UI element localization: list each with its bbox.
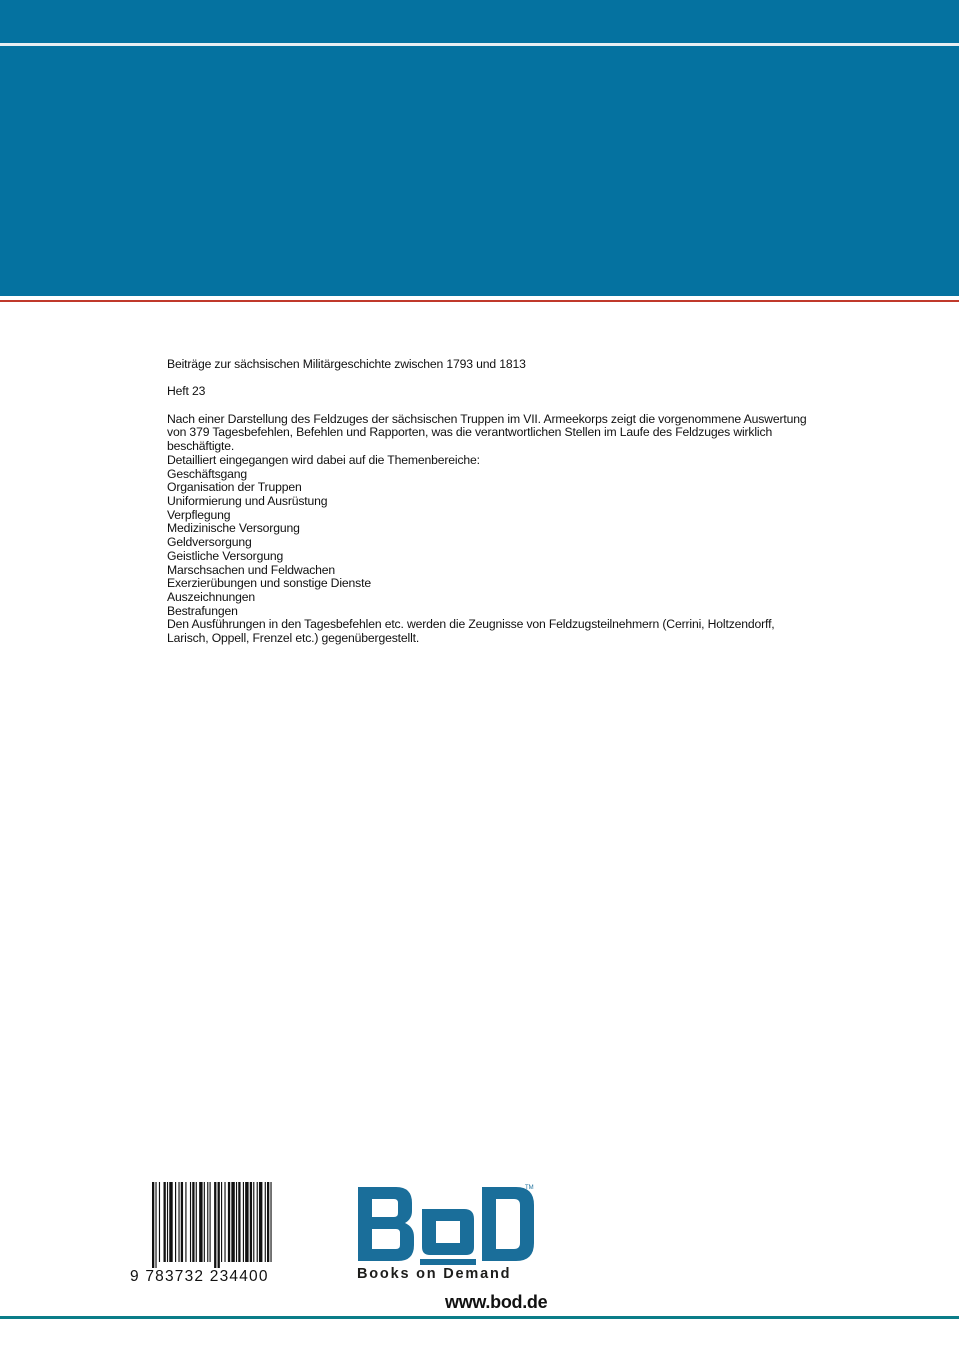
barcode-bar (199, 1182, 202, 1262)
band-highlight-line (0, 43, 959, 46)
barcode-bar (267, 1182, 269, 1262)
barcode-bar (221, 1182, 222, 1262)
topic-item: Medizinische Versorgung (167, 521, 300, 536)
topic-item: Exerzierübungen und sonstige Dienste (167, 576, 371, 591)
barcode-bar (236, 1182, 237, 1262)
barcode-bars (130, 1180, 325, 1268)
barcode-bar (178, 1182, 179, 1262)
barcode-bar (167, 1182, 168, 1262)
barcode-bar (231, 1182, 234, 1262)
bottom-rule (0, 1316, 959, 1319)
barcode-bar (155, 1182, 156, 1268)
barcode-bar (218, 1182, 220, 1268)
topic-list (167, 468, 807, 619)
barcode-digits: 9 783732 234400 (130, 1268, 269, 1285)
barcode-bar (270, 1182, 271, 1262)
barcode-bar (192, 1182, 194, 1262)
barcode-bar (228, 1182, 230, 1262)
barcode-bar (238, 1182, 240, 1262)
topic-item: Geistliche Versorgung (167, 548, 284, 563)
barcode-bar (204, 1182, 205, 1262)
barcode-bar (257, 1182, 258, 1262)
barcode-bar (207, 1182, 208, 1262)
barcode-bar (245, 1182, 248, 1262)
publisher-tagline: Books on Demand (357, 1266, 512, 1282)
topic-item: Bestrafungen (167, 603, 238, 618)
barcode-bar (175, 1182, 176, 1262)
blurb-closing: Den Ausführungen in den Tagesbefehlen etc. werden die Zeugnisse von Feldzugsteilnehmern (Cerrini, Holtzendorff, Larisch, Oppell, Frenzel etc.) gegenübergestellt. (167, 617, 775, 646)
blurb-intro: Nach einer Darstellung des Feldzuges der sächsischen Truppen im VII. Armeekorps zeigt die vorgenommene Auswertung von 379 Tagesbefehlen, Befehlen und Rapporten, was die verantwortlichen Stellen im Laufe des Feldzuges wirklich beschäftigte. (167, 411, 807, 454)
barcode-bar (265, 1182, 266, 1262)
barcode-bar (214, 1182, 216, 1268)
barcode-bar (210, 1182, 211, 1262)
barcode-bar (169, 1182, 172, 1262)
barcode-bar (224, 1182, 225, 1262)
issue-number: Heft 23 (167, 384, 206, 399)
topic-item: Uniformierung und Ausrüstung (167, 494, 328, 508)
barcode-bar (164, 1182, 166, 1262)
publisher-url[interactable]: www.bod.de (445, 1292, 548, 1312)
barcode-bar (250, 1182, 252, 1262)
barcode-bar (181, 1182, 183, 1262)
back-cover-blurb (167, 358, 807, 646)
barcode-bar (259, 1182, 262, 1262)
barcode-bar (253, 1182, 254, 1262)
topic-item: Auszeichnungen (167, 589, 256, 604)
topic-item: Marschsachen und Feldwachen (167, 562, 336, 577)
topic-item: Geschäftsgang (167, 466, 248, 481)
barcode-bar (152, 1182, 154, 1268)
series-title: Beiträge zur sächsischen Militärgeschichte zwischen 1793 und 1813 (167, 357, 526, 371)
accent-rule (0, 300, 959, 302)
barcode-bar (243, 1182, 244, 1262)
barcode-bar (190, 1182, 191, 1262)
trademark-mark: TM (525, 1185, 534, 1191)
topic-item: Verpflegung (167, 507, 231, 522)
cover-color-band (0, 0, 959, 296)
topics-intro: Detailliert eingegangen wird dabei auf die Themenbereiche: (167, 452, 480, 467)
topic-item: Organisation der Truppen (167, 480, 302, 495)
barcode-bar (159, 1182, 160, 1262)
isbn-barcode (130, 1180, 325, 1290)
topic-item: Geldversorgung (167, 535, 252, 550)
barcode-bar (185, 1182, 186, 1262)
barcode-bar (196, 1182, 197, 1262)
